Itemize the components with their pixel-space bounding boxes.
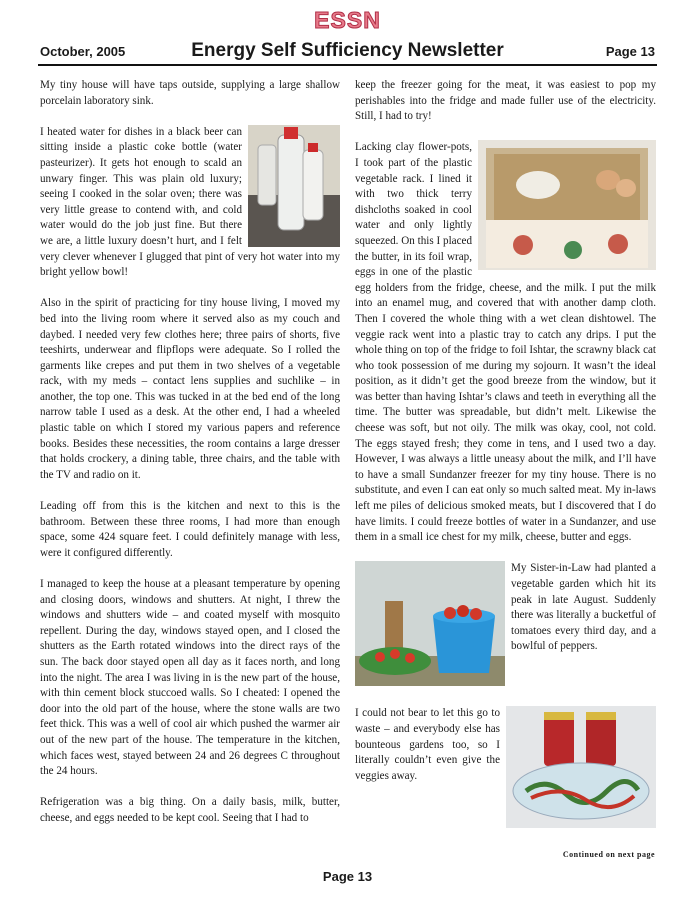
paragraph: Refrigeration was a big thing. On a daily basis, milk, butter, cheese, and eggs needed to be kept cool. Seeing that I had to [40, 796, 340, 824]
paragraph-with-photo: I heated water for dishes in a black beer can sitting inside a plastic coke bottle (water pasteurizer). It gets hot enough to scald an unwary finger. This was plain old luxury; seeing I cooked in the solar oven; there was very little grease to contend with, and cold water would do the job just fine. But there we are, a little luxury doesn’t hurt, and I felt very clever whenever I glugged that pint of very hot water into my bright yellow bowl! [40, 125, 340, 279]
continued-note: Continued on next page [562, 850, 655, 859]
footer-page-number: Page 13 [322, 869, 373, 884]
paragraph-with-photo: I could not bear to let this go to waste – and everybody else has bounteous gardens too, so I literally couldn’t even give the veggies away. [355, 706, 656, 784]
newsletter-title: Energy Self Sufficiency Newsletter [191, 40, 504, 61]
paragraph-with-photo: My Sister-in-Law had planted a vegetable garden which hit its peak in late August. Suddenly there was literally a bucketful of tomatoes every third day, and a bowlful of peppers. [355, 561, 656, 655]
photo-vegetable-rack-cooler [478, 140, 656, 270]
photo-tomatoes-bucket [355, 561, 505, 686]
paragraph: Also in the spirit of practicing for tiny house living, I moved my bed into the living room where it served also as my couch and daybed. I needed very few clothes here; three pairs of shorts, five teeshirts, underwear and flipflops were adequate. So I rolled the garments like crepes and put them in two shelves of a vegetable rack, with my meds – contact lens supplies and suchlike – in another, the top one. This was tucked in at the bed end of the long narrow table I used as a desk. At the other end, I had a wheeled plastic table on which I stored my various papers and reference books. Besides these necessities, the room contains a large dresser that holds crockery, a dining table, three chairs, and the table with the TV and radio on it. [40, 297, 340, 481]
newsletter-logo: ESSN [314, 7, 381, 33]
header-page-number: Page 13 [605, 44, 655, 59]
issue-date: October, 2005 [40, 44, 126, 59]
header-rule [38, 64, 657, 66]
column-right [355, 78, 656, 830]
photo-canned-tomatoes [506, 706, 656, 828]
paragraph: I managed to keep the house at a pleasant temperature by opening and closing doors, windows and shutters. At night, I threw the windows and shutters wide – and coated myself with mosquito repellent. During the day, windows stayed open, and I closed the shutters as the Earth rotated windows into the direct rays of the sun. The back door stayed open all day as it faces north, and long into the night. The area I was living in is the new part of the house, with thin cement block stuccoed walls. So I cheated: I opened the door into the old part of the house, where the stone walls are two feet thick. This was a well of cool air which pushed the warmer air out of the new part of the house. The temperature in the kitchen, which faces west, stayed between 24 and 26 degrees C throughout the 24 hours. [40, 578, 340, 778]
column-left [40, 78, 340, 842]
paragraph: keep the freezer going for the meat, it was easiest to pop my perishables into the fridge and made fuller use of the electricity. Still, I had to try! [355, 79, 656, 123]
paragraph: My tiny house will have taps outside, supplying a large shallow porcelain laboratory sink. [40, 79, 340, 107]
paragraph-with-photo: Lacking clay flower-pots, I took part of the plastic vegetable rack. I lined it with two thick terry dishcloths soaked in cool water and only lightly squeezed. On this I placed the butter, in its foil wrap, eggs in one of the plastic egg holders from the fridge, cheese, and the milk. I put the milk into an enamel mug, and covered that with another damp cloth. Then I covered the whole thing with a wet clean dishtowel. The veggie rack went into a plastic tray to catch any drips. I put the whole thing on top of the fridge to foil Ishtar, the scrawny black cat who took possession of me during my sojourn. It wasn’t the ideal position, as it didn’t get the good breeze from the window, but it was better than having Ishtar’s claws and teeth in everything all the time. The butter was spreadable, but didn’t melt. Likewise the cheese was soft, but not oily. The milk was okay, cool, not cold. The eggs stayed fresh; they come in tens, and I used two a day. However, I was always a little uneasy about the milk, and I’ll have to have a small Sundanzer freezer for my tiny house. There is no substitute, and even I can eat only so much salted meat. My in-laws left me piles of delicious smoked meats, but I discovered that I do have limits. I could freeze bottles of water in a Sundanzer, and use them in a small ice chest for my milk, cheese, butter and eggs. [355, 141, 656, 544]
photo-water-bottle [248, 125, 340, 247]
paragraph: Leading off from this is the kitchen and next to this is the bathroom. Between these three rooms, I had more than enough space, some 424 square feet. I could definitely manage with less, were it configured differently. [40, 500, 340, 559]
